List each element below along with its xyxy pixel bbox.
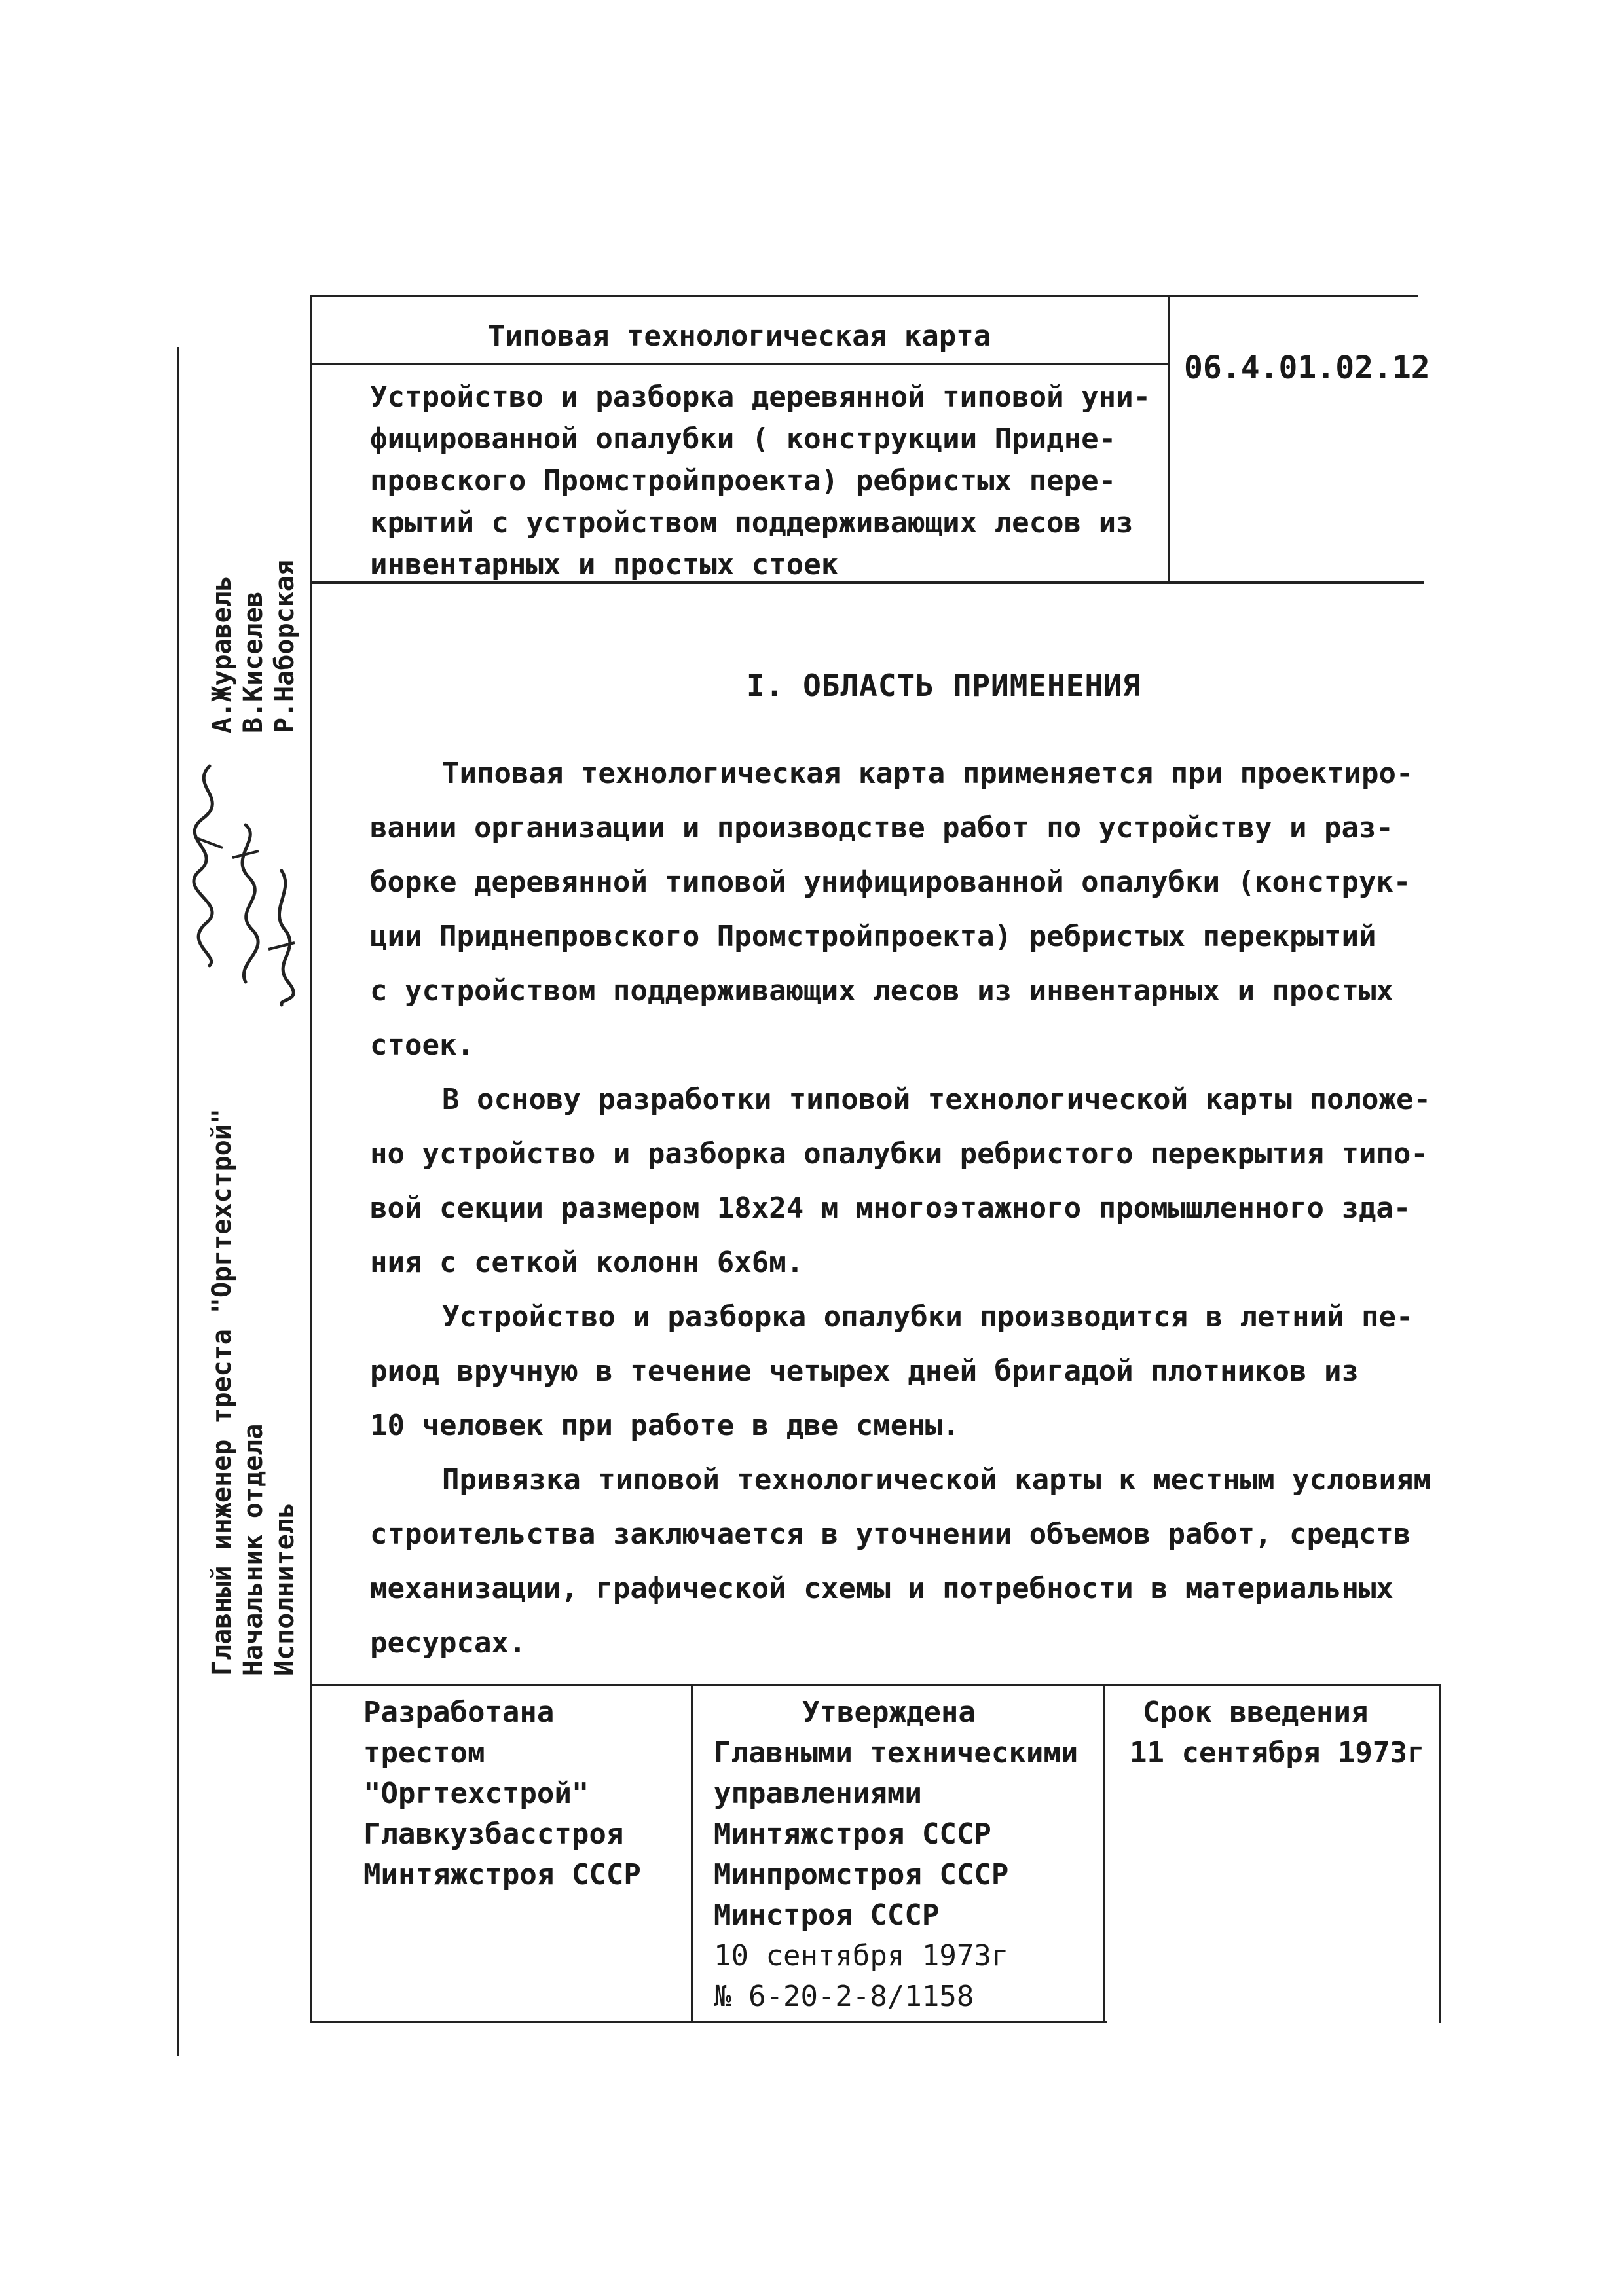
approved-line: управлениями	[714, 1777, 922, 1810]
body-line: В основу разработки типовой технологической карты положе-	[442, 1083, 1431, 1116]
body-line: стоек.	[370, 1029, 474, 1062]
subtitle-line: инвентарных и простых стоек	[370, 548, 839, 581]
side-name: В.Киселев	[238, 591, 268, 733]
footer-top-line	[311, 1684, 1441, 1686]
body-line: с устройством поддерживающих лесов из инвентарных и простых	[370, 974, 1393, 1008]
body-line: вой секции размером 18х24 м многоэтажного промышленного зда-	[370, 1192, 1411, 1225]
body-line: 10 человек при работе в две смены.	[370, 1409, 960, 1442]
header-title-rule	[311, 363, 1169, 365]
approved-line: Утверждена	[802, 1696, 976, 1729]
side-role: Главный инженер треста "Оргтехстрой"	[207, 1108, 237, 1676]
footer-divider-2	[1103, 1684, 1105, 2023]
effective-line: Срок введения	[1143, 1696, 1369, 1729]
approved-line: Главными техническими	[714, 1736, 1079, 1770]
footer-divider-1	[691, 1684, 693, 2023]
footer-effective	[1130, 1692, 1424, 1774]
footer-right-line	[1439, 1684, 1441, 2023]
body-line: Типовая технологическая карта применяется при проектиро-	[442, 757, 1414, 790]
subtitle-line: фицированной опалубки ( конструкции Придне-	[370, 422, 1116, 456]
header-top-line	[311, 295, 1418, 297]
subtitle-line: Устройство и разборка деревянной типовой уни-	[370, 380, 1151, 414]
body-line: механизации, графической схемы и потребности в материальных	[370, 1572, 1393, 1605]
doc-code: 06.4.01.02.12	[1184, 350, 1430, 386]
side-name: Р.Наборская	[270, 560, 300, 733]
developed-line: Главкузбасстроя	[363, 1817, 624, 1851]
body-line: борке деревянной типовой унифицированной опалубки (конструк-	[370, 866, 1411, 899]
side-role: Начальник отдела	[238, 1423, 268, 1676]
developed-line: "Оргтехстрой"	[363, 1777, 589, 1810]
developed-line: трестом	[363, 1736, 485, 1770]
side-name: А.Журавель	[207, 575, 237, 733]
body-line: вании организации и производстве работ по устройству и раз-	[370, 811, 1393, 845]
body-text	[370, 746, 1431, 1670]
body-line: ресурсах.	[370, 1626, 526, 1660]
doc-subtitle	[370, 376, 1151, 586]
approved-line: Минтяжстроя СССР	[714, 1817, 991, 1851]
approved-line: Минпромстроя СССР	[714, 1858, 1009, 1891]
body-line: строительства заключается в уточнении объемов работ, средств	[370, 1518, 1411, 1551]
body-line: Привязка типовой технологической карты к местным условиям	[442, 1463, 1431, 1497]
body-line: ции Приднепровского Промстройпроекта) ребристых перекрытий	[370, 920, 1376, 953]
header-divider-line	[1168, 295, 1170, 583]
developed-line: Минтяжстроя СССР	[363, 1858, 641, 1891]
subtitle-line: провского Промстройпроекта) ребристых пере-	[370, 464, 1116, 498]
body-line: но устройство и разборка опалубки ребристого перекрытия типо-	[370, 1137, 1428, 1171]
section-title: I. ОБЛАСТЬ ПРИМЕНЕНИЯ	[747, 668, 1141, 703]
approved-line: 10 сентября 1973г	[714, 1939, 1009, 1973]
approved-line: № 6-20-2-8/1158	[714, 1980, 974, 2013]
doc-type-title: Типовая технологическая карта	[488, 319, 991, 353]
footer-bottom-line	[311, 2021, 1107, 2023]
body-line: Устройство и разборка опалубки производится в летний пе-	[442, 1300, 1414, 1334]
side-role: Исполнитель	[270, 1503, 300, 1676]
body-line: риод вручную в течение четырех дней бригадой плотников из	[370, 1355, 1359, 1388]
frame-left-line	[310, 295, 312, 2023]
signature-naborskaya	[262, 864, 301, 1011]
approved-line: Минстроя СССР	[714, 1899, 940, 1932]
left-margin-line	[177, 347, 179, 2056]
body-line: ния с сеткой колонн 6х6м.	[370, 1246, 804, 1279]
effective-line: 11 сентября 1973г	[1130, 1736, 1425, 1770]
footer-approved	[714, 1692, 1078, 2017]
footer-developed	[363, 1692, 641, 1895]
developed-line: Разработана	[363, 1696, 555, 1729]
subtitle-line: крытий с устройством поддерживающих лесов из	[370, 506, 1134, 539]
